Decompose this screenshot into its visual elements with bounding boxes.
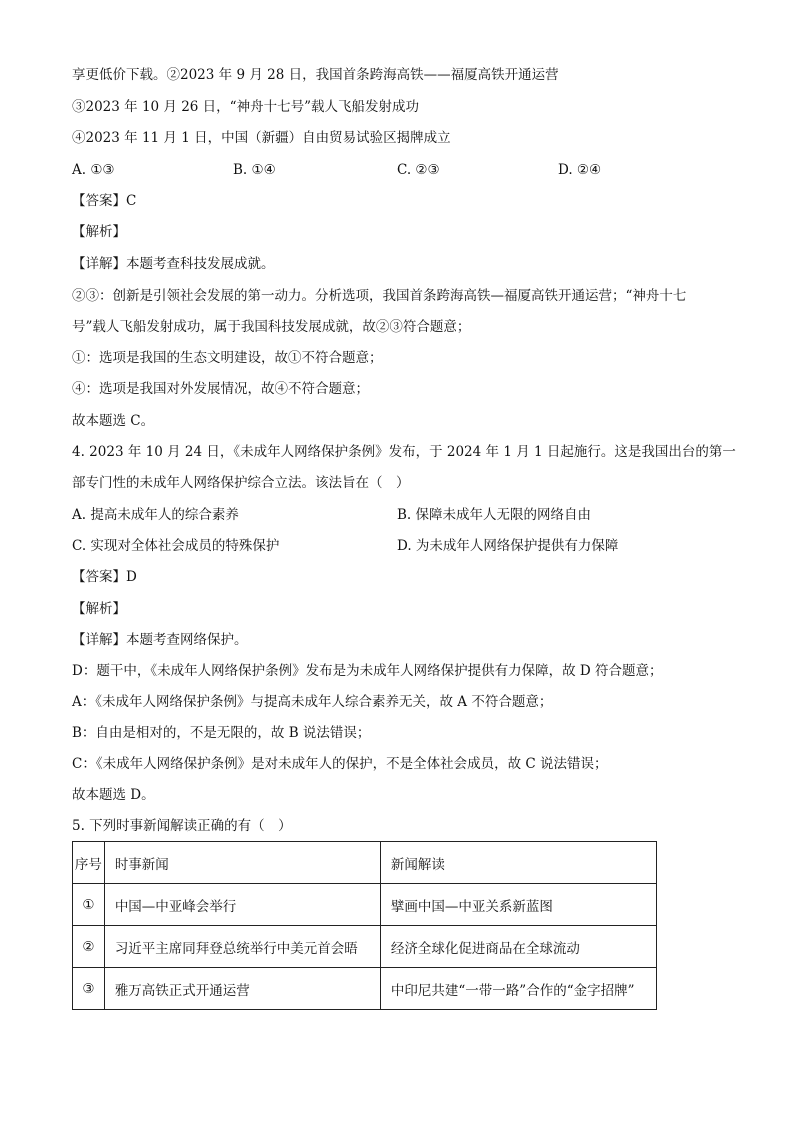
table-row [73, 926, 657, 968]
header-number: 序号 [73, 842, 105, 884]
answer-value: D [126, 569, 137, 585]
news-table [72, 841, 657, 1010]
q3-tail-line1: 享更低价下载。②2023 年 9 月 28 日，我国首条跨海高铁——福厦高铁开通运营 [72, 67, 559, 83]
q4-option-a: A. 提高未成年人的综合素养 [72, 507, 239, 523]
q3-explanation-2: ①：选项是我国的生态文明建设，故①不符合题意； [72, 350, 383, 366]
q4-explanation-b: B：自由是相对的，不是无限的，故 B 说法错误； [72, 725, 371, 741]
q4-detail: 【详解】本题考查网络保护。 [72, 632, 248, 648]
q4-conclusion: 故本题选 D。 [72, 787, 155, 803]
row-number: ③ [73, 968, 105, 1010]
q4-answer [72, 568, 137, 586]
answer-value: C [126, 193, 137, 209]
q3-explanation-3: ④：选项是我国对外发展情况，故④不符合题意； [72, 381, 369, 397]
q4-option-b: B. 保障未成年人无限的网络自由 [397, 507, 592, 523]
q4-stem-line2: 部专门性的未成年人网络保护综合立法。该法旨在（ ） [72, 475, 410, 491]
table-row [73, 968, 657, 1010]
q4-analysis-tag: 【解析】 [72, 601, 126, 617]
row-number: ① [73, 884, 105, 926]
q3-option-statement-3: ③2023 年 10 月 26 日，“神舟十七号”载人飞船发射成功 [72, 99, 419, 115]
answer-tag: 【答案】 [72, 193, 126, 209]
q4-explanation-d: D：题干中，《未成年人网络保护条例》发布是为未成年人网络保护提供有力保障，故 D 符合题意； [72, 663, 663, 679]
q4-option-d: D. 为未成年人网络保护提供有力保障 [397, 538, 619, 554]
header-interpretation: 新闻解读 [380, 842, 656, 884]
row-news: 中国—中亚峰会举行 [104, 884, 380, 926]
q3-option-statement-4: ④2023 年 11 月 1 日，中国（新疆）自由贸易试验区揭牌成立 [72, 130, 451, 146]
q3-analysis-tag: 【解析】 [72, 224, 126, 240]
row-interpretation: 中印尼共建“一带一路”合作的“金字招牌” [380, 968, 656, 1010]
q3-answer [72, 192, 136, 210]
row-news: 雅万高铁正式开通运营 [104, 968, 380, 1010]
row-number: ② [73, 926, 105, 968]
q4-option-c: C. 实现对全体社会成员的特殊保护 [72, 538, 280, 554]
header-news: 时事新闻 [104, 842, 380, 884]
table-row [73, 884, 657, 926]
row-interpretation: 擘画中国—中亚关系新蓝图 [380, 884, 656, 926]
q3-explanation-1b: 号”载人飞船发射成功，属于我国科技发展成就，故②③符合题意； [72, 319, 471, 335]
q3-option-c: C. ②③ [397, 162, 440, 178]
q4-explanation-a: A：《未成年人网络保护条例》与提高未成年人综合素养无关，故 A 不符合题意； [72, 694, 553, 710]
q3-explanation-1a: ②③：创新是引领社会发展的第一动力。分析选项，我国首条跨海高铁—福厦高铁开通运营；“神舟十七 [72, 288, 687, 304]
q4-explanation-c: C：《未成年人网络保护条例》是对未成年人的保护，不是全体社会成员，故 C 说法错误； [72, 756, 608, 772]
table-header-row [73, 842, 657, 884]
q5-stem: 5. 下列时事新闻解读正确的有（ ） [72, 818, 292, 834]
row-news: 习近平主席同拜登总统举行中美元首会晤 [104, 926, 380, 968]
q3-conclusion: 故本题选 C。 [72, 413, 155, 429]
row-interpretation: 经济全球化促进商品在全球流动 [380, 926, 656, 968]
answer-tag: 【答案】 [72, 569, 126, 585]
q4-stem-line1: 4. 2023 年 10 月 24 日，《未成年人网络保护条例》发布，于 2024 年 1 月 1 日起施行。这是我国出台的第一 [72, 444, 736, 460]
q3-detail: 【详解】本题考查科技发展成就。 [72, 256, 275, 272]
q3-option-b: B. ①④ [233, 162, 276, 178]
q3-option-a: A. ①③ [72, 162, 115, 178]
q3-option-d: D. ②④ [558, 162, 602, 178]
